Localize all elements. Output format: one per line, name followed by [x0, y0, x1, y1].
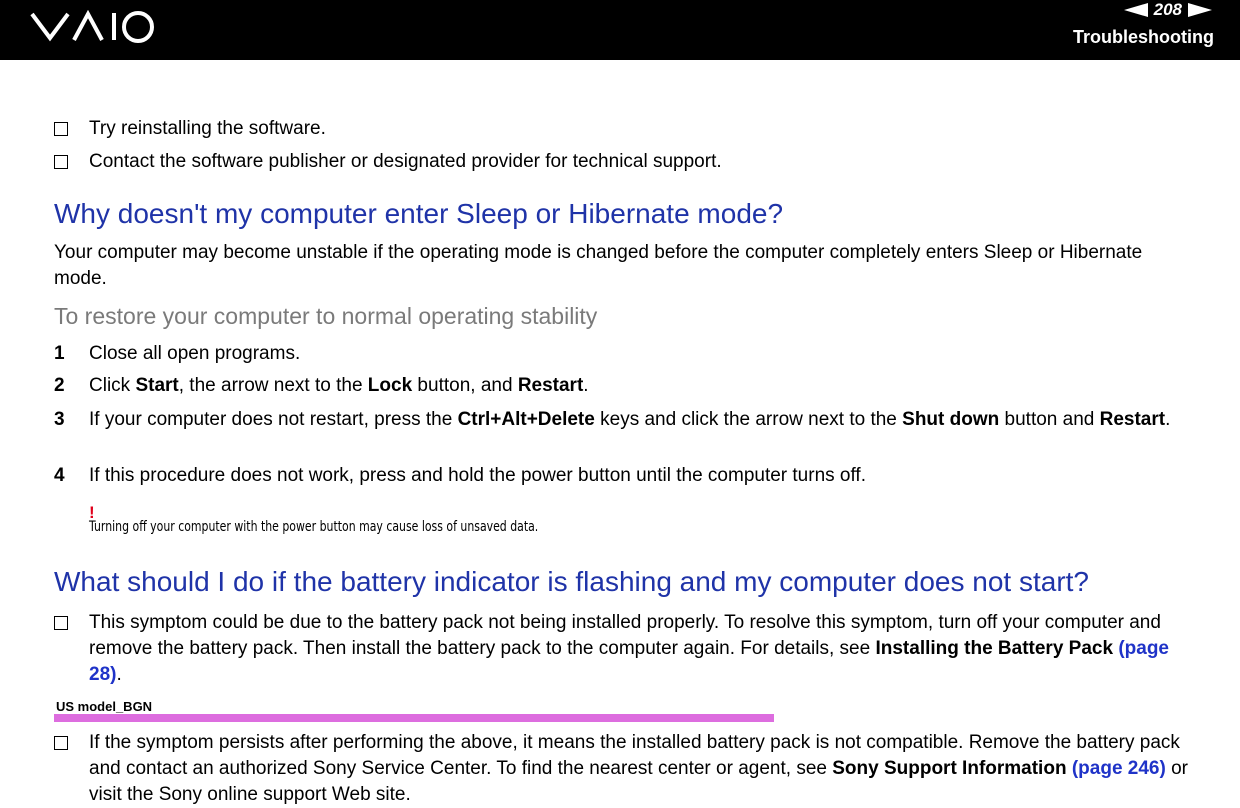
- page-navigation: [1124, 0, 1212, 20]
- reference-title: Sony Support Information: [832, 758, 1067, 779]
- warning-icon: !: [89, 503, 95, 522]
- step-2-text: Click Start, the arrow next to the Lock button, and Restart.: [89, 375, 589, 396]
- question-heading: What should I do if the battery indicator is flashing and my computer does not start?: [54, 566, 1089, 597]
- next-page-arrow-icon[interactable]: [1188, 3, 1212, 17]
- checkbox-bullet-icon: [54, 149, 68, 177]
- body-text: Your computer may become unstable if the operating mode is changed before the computer completely enters Sleep or Hibernate mode.: [54, 242, 1143, 289]
- reference-title: Installing the Battery Pack: [875, 638, 1114, 659]
- model-highlight-bar: [54, 714, 774, 722]
- step-3-text: If your computer does not restart, press the Ctrl+Alt+Delete keys and click the arrow next to the Shut down button and Restart.: [89, 409, 1171, 430]
- page-link[interactable]: (page 246): [1071, 758, 1166, 779]
- prev-page-arrow-icon[interactable]: [1124, 3, 1148, 17]
- checkbox-bullet-icon: [54, 610, 68, 638]
- model-tag: US model_BGN: [56, 699, 153, 714]
- page-header: [0, 0, 1240, 60]
- procedure-heading: To restore your computer to normal operating stability: [54, 303, 598, 329]
- page-link[interactable]: (page 28): [89, 638, 1170, 685]
- checkbox-bullet-icon: [54, 730, 68, 758]
- page-number: 208: [1153, 0, 1182, 19]
- question-heading: Why doesn't my computer enter Sleep or Hibernate mode?: [54, 198, 784, 229]
- section-title: Troubleshooting: [1073, 27, 1214, 47]
- vaio-logo: [30, 10, 156, 44]
- warning-text: Turning off your computer with the power button may cause loss of unsaved data.: [89, 519, 539, 535]
- checkbox-bullet-icon: [54, 116, 68, 144]
